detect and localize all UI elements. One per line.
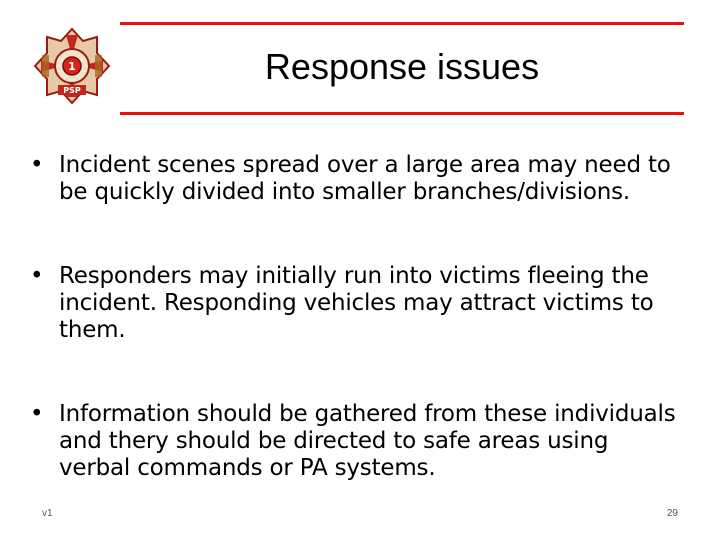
fire-department-logo-icon (33, 27, 111, 105)
page-number: 29 (666, 508, 678, 519)
bullet-marker: • (30, 401, 44, 427)
bullet-marker: • (30, 152, 44, 178)
bullet-text: Responders may initially run into victims fleeing the incident. Responding vehicles may attract victims to them. (59, 263, 654, 343)
bullet-text: Information should be gathered from these individuals and thery should be directed to safe areas using verbal commands or PA systems. (59, 401, 676, 481)
bullet-item (30, 401, 680, 482)
bullet-text: Incident scenes spread over a large area may need to be quickly divided into smaller branches/divisions. (59, 152, 671, 205)
bullet-marker: • (30, 263, 44, 289)
title-top-rule (120, 22, 684, 25)
logo-letters: PSP (63, 86, 81, 95)
bullet-item (30, 263, 680, 344)
title-bottom-rule (120, 112, 684, 115)
bullet-list (30, 152, 680, 539)
bullet-item (30, 152, 680, 206)
logo-center-number: 1 (68, 60, 76, 73)
footer-version: v1 (42, 508, 53, 519)
slide-title: Response issues (264, 46, 540, 87)
